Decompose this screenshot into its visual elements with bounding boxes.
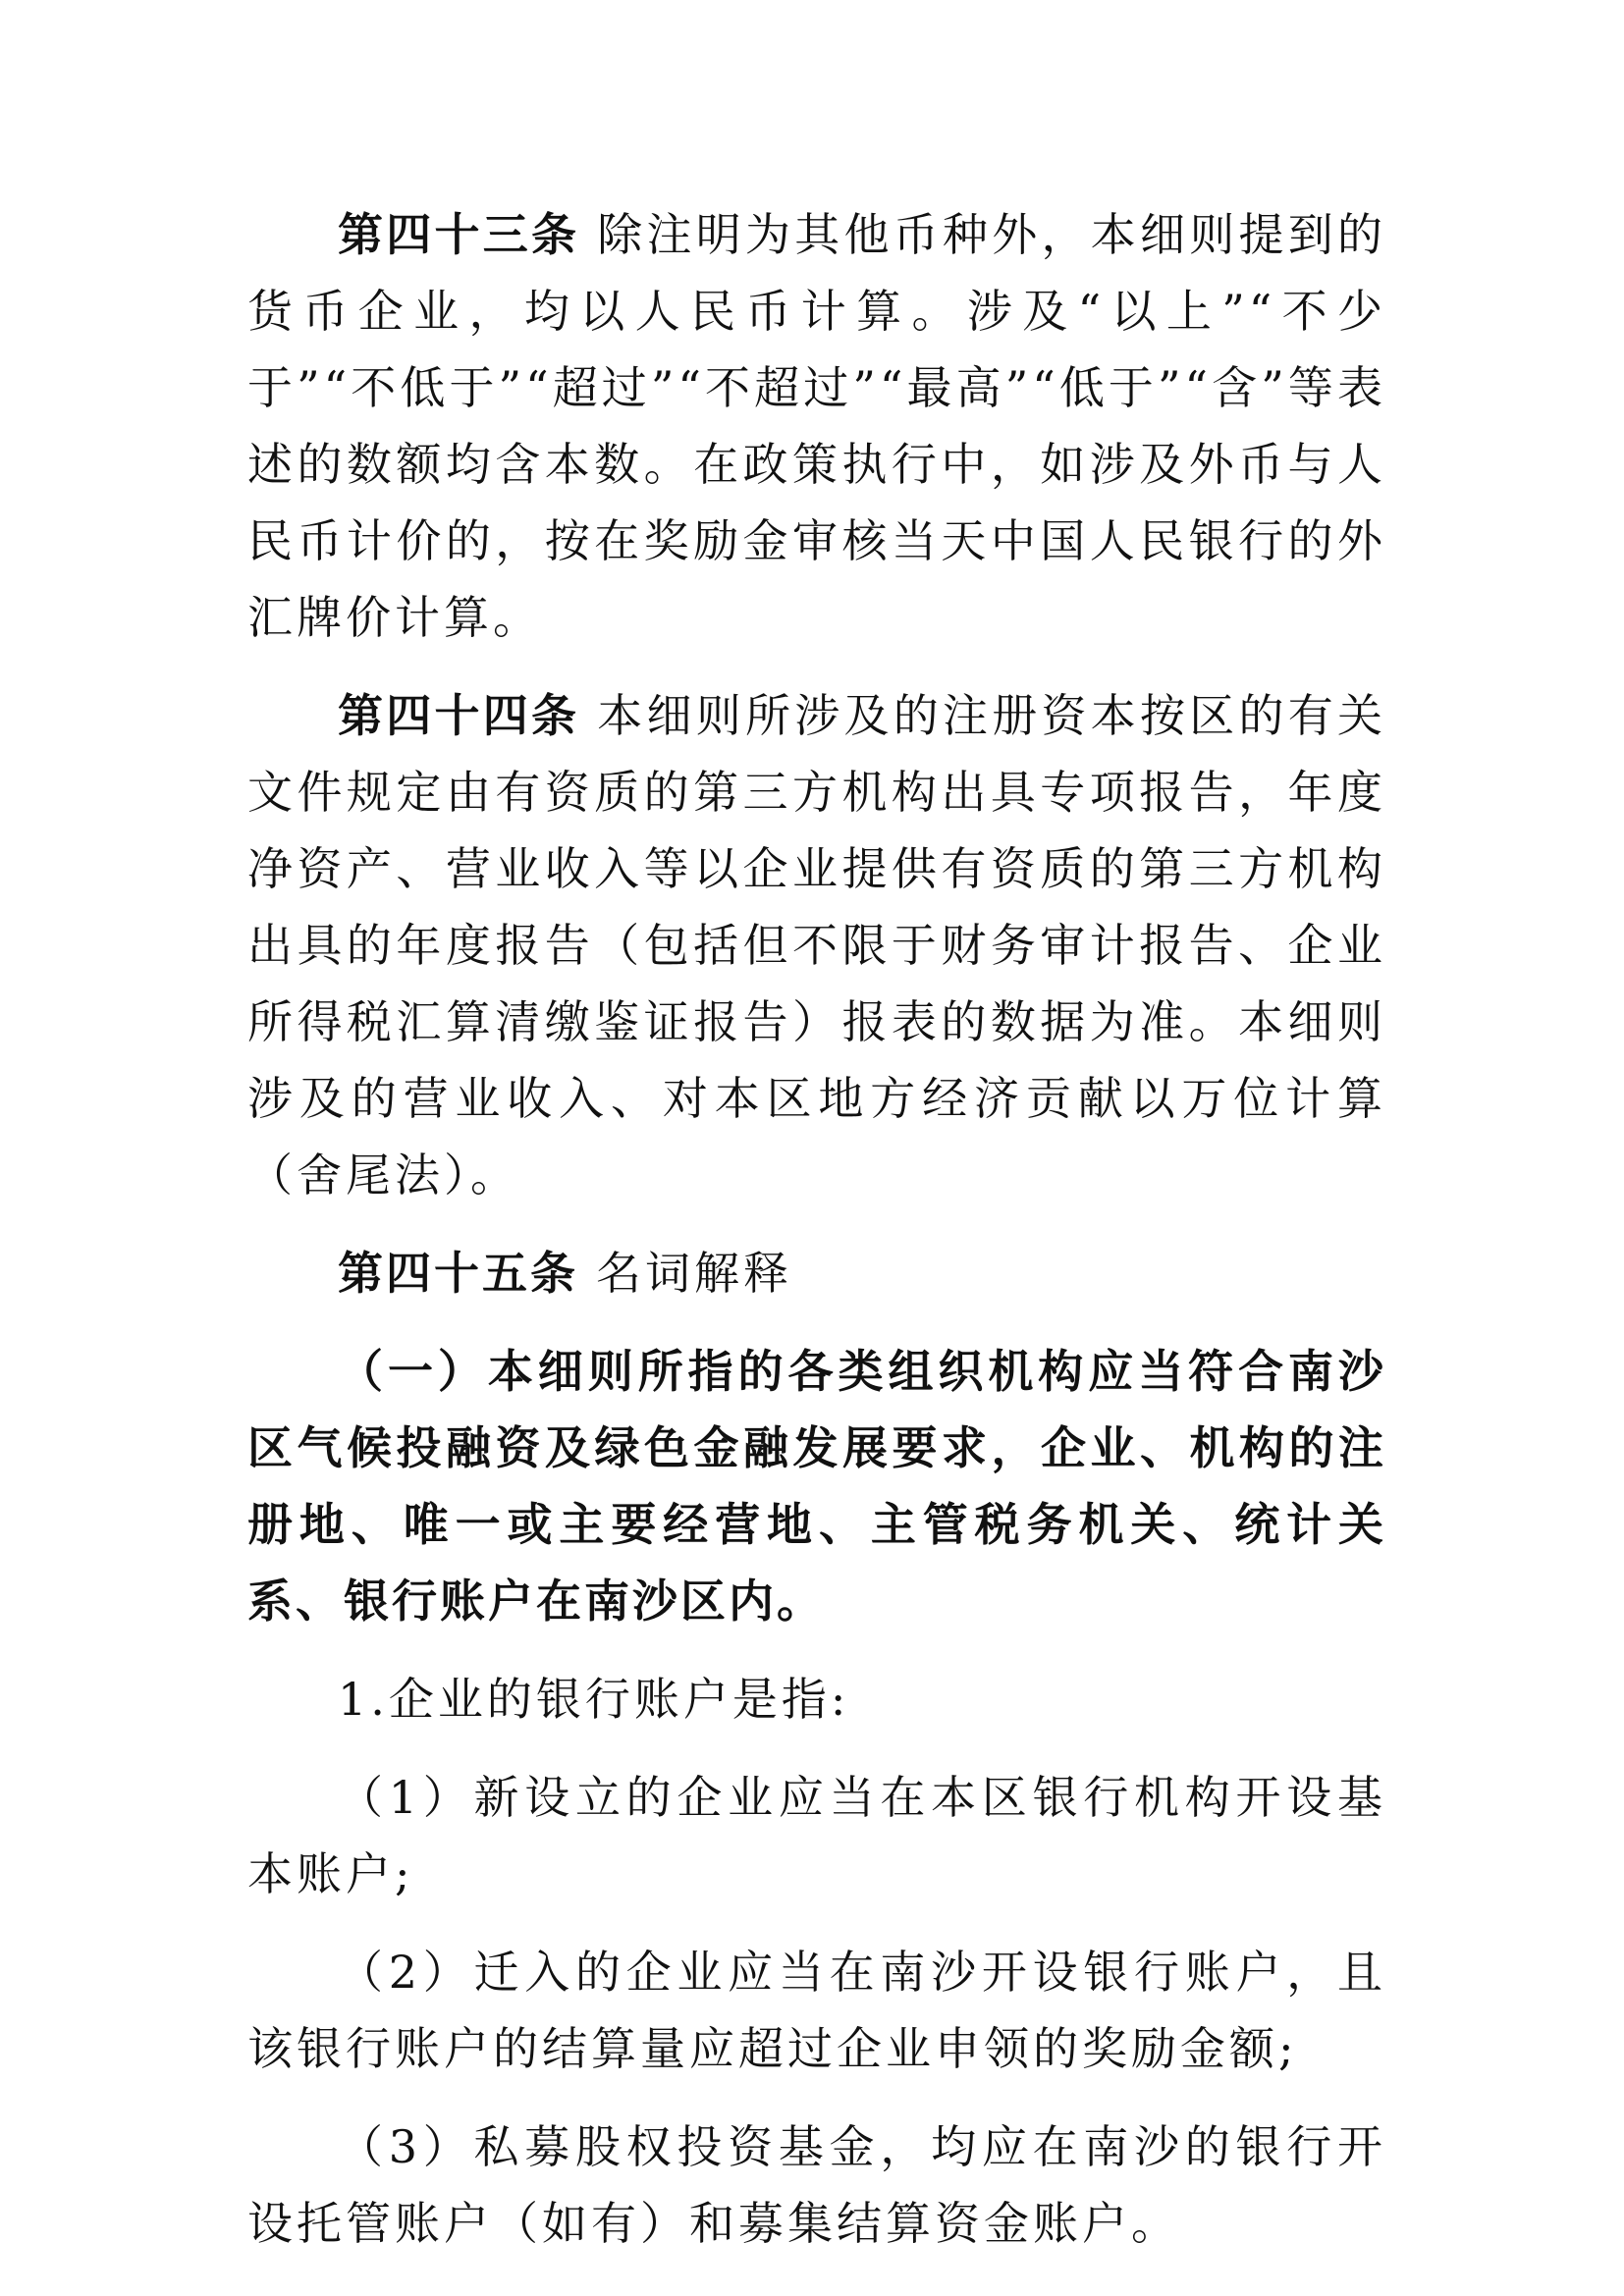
article-43-text: 除注明为其他币种外，本细则提到的货币企业，均以人民币计算。涉及“以上”“不少于”“不低于”“超过”“不超过”“最高”“低于”“含”等表述的数额均含本数。在政策执行中，如涉及外币与人民币计价的，按在奖励金审核当天中国人民银行的外汇牌价计算。 bbox=[247, 208, 1386, 644]
document-body bbox=[247, 196, 1386, 2283]
sub-item-3-paragraph: （3）私募股权投资基金，均应在南沙的银行开设托管账户（如有）和募集结算资金账户。 bbox=[247, 2120, 1386, 2250]
sub-item-1-paragraph: （1）新设立的企业应当在本区银行机构开设基本账户; bbox=[247, 1771, 1386, 1900]
article-43-paragraph bbox=[247, 196, 1386, 656]
article-44-text: 本细则所涉及的注册资本按区的有关文件规定由有资质的第三方机构出具专项报告，年度净资产、营业收入等以企业提供有资质的第三方机构出具的年度报告（包括但不限于财务审计报告、企业所得税汇算清缴鉴证报告）报表的数据为准。本细则涉及的营业收入、对本区地方经济贡献以万位计算（舍尾法）。 bbox=[247, 689, 1386, 1201]
article-45-text: 名词解释 bbox=[596, 1247, 792, 1300]
article-43-heading: 第四十三条 bbox=[338, 208, 580, 261]
article-45-heading: 第四十五条 bbox=[338, 1247, 578, 1300]
article-44-paragraph bbox=[247, 677, 1386, 1213]
clause-1-paragraph: （一）本细则所指的各类组织机构应当符合南沙区气候投融资及绿色金融发展要求，企业、机构的注册地、唯一或主要经营地、主管税务机关、统计关系、银行账户在南沙区内。 bbox=[247, 1345, 1386, 1628]
article-45-paragraph bbox=[247, 1235, 1386, 1311]
article-44-heading: 第四十四条 bbox=[338, 689, 580, 742]
item-1-paragraph: 1.企业的银行账户是指: bbox=[338, 1673, 850, 1726]
sub-item-2-paragraph: （2）迁入的企业应当在南沙开设银行账户，且该银行账户的结算量应超过企业申领的奖励金额; bbox=[247, 1946, 1386, 2075]
